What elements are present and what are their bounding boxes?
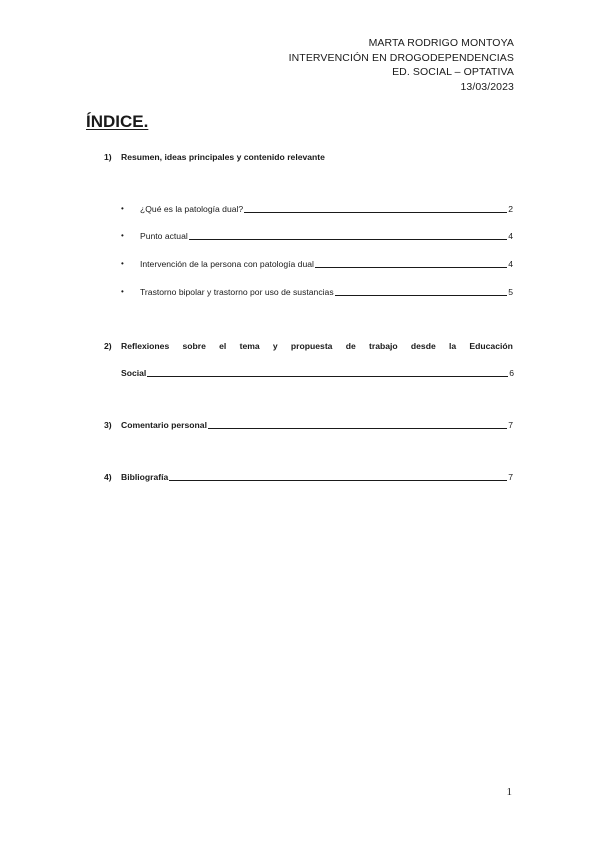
dot-leader [147, 376, 508, 377]
header-author: MARTA RODRIGO MONTOYA [368, 37, 514, 49]
section-2-word: Reflexiones [121, 341, 170, 351]
toc-entry-section-2[interactable] [121, 367, 514, 379]
bullet-icon: • [121, 259, 124, 268]
section-2-word: Educación [469, 341, 513, 351]
section-3-number: 3) [104, 420, 112, 430]
header-course: ED. SOCIAL – OPTATIVA [392, 66, 514, 78]
dot-leader [189, 239, 507, 240]
toc-entry-page: 4 [508, 259, 513, 269]
section-1-label: Resumen, ideas principales y contenido relevante [121, 152, 325, 162]
bullet-icon: • [121, 231, 124, 240]
bullet-icon: • [121, 204, 124, 213]
header-date: 13/03/2023 [460, 80, 514, 93]
toc-entry-label: Bibliografía [121, 472, 169, 482]
toc-entry-page: 2 [508, 204, 513, 214]
toc-entry-section-4[interactable] [121, 471, 513, 483]
section-2-word: y [272, 341, 278, 351]
section-1-number: 1) [104, 152, 112, 162]
toc-entry-label: Trastorno bipolar y trastorno por uso de sustancias [140, 287, 334, 297]
toc-entry-page: 7 [508, 420, 513, 430]
page-title: ÍNDICE. [86, 112, 149, 131]
document-header [289, 36, 514, 94]
toc-entry-label: ¿Qué es la patología dual? [140, 204, 244, 214]
page-number: 1 [506, 786, 512, 798]
section-2-word: tema [239, 341, 260, 351]
toc-entry-label: Social [121, 368, 147, 378]
bullet-icon: • [121, 287, 124, 296]
toc-entry-label: Intervención de la persona con patología dual [140, 259, 314, 269]
section-2-word: desde [410, 341, 436, 351]
toc-entry-page: 6 [509, 368, 514, 378]
toc-entry-page: 4 [508, 231, 513, 241]
dot-leader [208, 428, 507, 429]
toc-entry-subitem-4[interactable] [140, 286, 513, 298]
section-2-label[interactable] [121, 340, 513, 352]
section-2-number: 2) [104, 341, 112, 351]
section-2-word: de [345, 341, 356, 351]
header-subject: INTERVENCIÓN EN DROGODEPENDENCIAS [288, 51, 514, 64]
section-2-word: propuesta [290, 341, 333, 351]
toc-entry-subitem-2[interactable] [140, 230, 513, 242]
toc-entry-section-3[interactable] [121, 419, 513, 431]
section-2-word: la [449, 341, 457, 351]
dot-leader [244, 212, 507, 213]
dot-leader [169, 480, 507, 481]
toc-entry-label: Punto actual [140, 231, 188, 241]
dot-leader [315, 267, 507, 268]
section-2-word: trabajo [369, 341, 398, 351]
toc-entry-page: 7 [508, 472, 513, 482]
toc-entry-label: Comentario personal [121, 420, 207, 430]
section-2-word: sobre [182, 341, 206, 351]
toc-entry-subitem-3[interactable] [140, 258, 513, 270]
toc-entry-subitem-1[interactable] [140, 203, 513, 215]
section-4-number: 4) [104, 472, 112, 482]
section-2-word: el [219, 341, 227, 351]
dot-leader [335, 295, 508, 296]
toc-entry-page: 5 [508, 287, 513, 297]
